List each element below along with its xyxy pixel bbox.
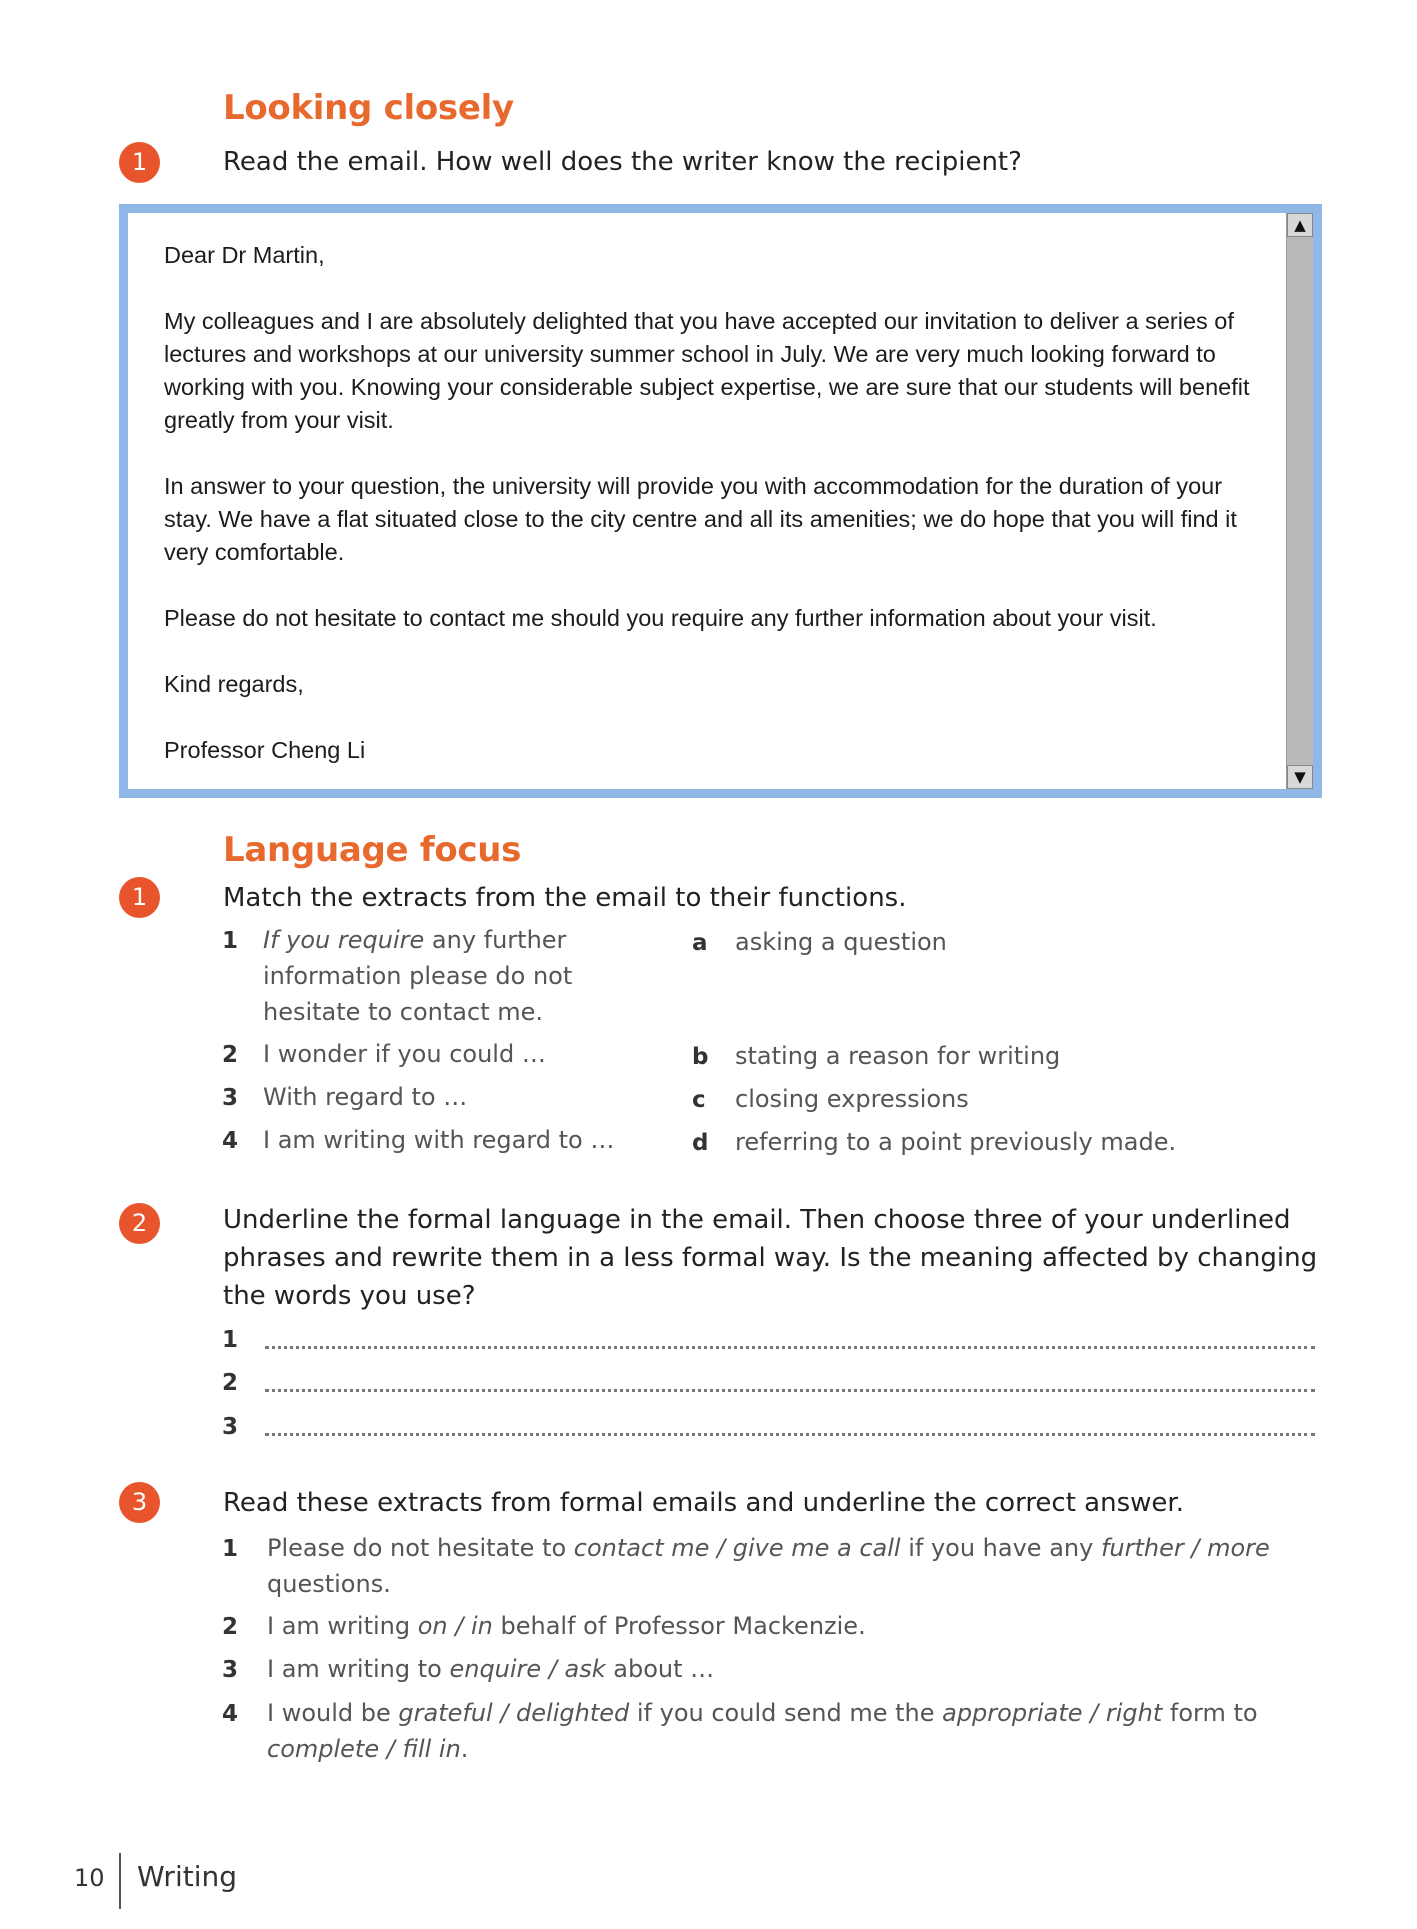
email-body	[164, 239, 1264, 767]
answer-line[interactable]	[265, 1345, 1315, 1349]
extract-text: If you require any further information please do not hesitate to contact me.	[263, 926, 573, 1026]
extract-number: 4	[222, 1128, 239, 1154]
email-paragraph: Please do not hesitate to contact me should you require any further information about your visit.	[164, 605, 1157, 631]
function-letter: a	[692, 930, 708, 956]
exercise-badge: 1	[119, 142, 160, 183]
extract-sentence: I would be grateful / delighted if you could send me the appropriate / right form to complete / fill in.	[267, 1699, 1258, 1763]
exercise-instruction: Underline the formal language in the email. Then choose three of your underlined phrases and rewrite them in a less formal way. Is the meaning affected by changing the words you use?	[223, 1205, 1318, 1311]
item-number: 1	[222, 1536, 239, 1562]
function-letter: c	[692, 1087, 706, 1113]
email-scrollbar[interactable]	[1286, 213, 1313, 789]
exercise-instruction: Read the email. How well does the writer know the recipient?	[223, 147, 1022, 177]
answer-line-number: 3	[222, 1414, 239, 1440]
exercise-instruction: Read these extracts from formal emails and underline the correct answer.	[223, 1488, 1184, 1518]
footer-section-title: Writing	[137, 1860, 237, 1893]
function-letter: b	[692, 1044, 709, 1070]
function-text: closing expressions	[735, 1085, 969, 1113]
function-letter: d	[692, 1130, 709, 1156]
scroll-down-arrow-icon[interactable]: ▼	[1287, 765, 1313, 789]
email-window	[119, 204, 1322, 798]
item-number: 2	[222, 1614, 239, 1640]
exercise-badge: 2	[119, 1203, 160, 1244]
extract-sentence: I am writing to enquire / ask about …	[267, 1655, 715, 1683]
extract-text: I am writing with regard to …	[263, 1126, 615, 1154]
email-paragraph: My colleagues and I are absolutely delighted that you have accepted our invitation to deliver a series of lectures and workshops at our university summer school in July. We are very much looking forward to working with you. Knowing your considerable subject expertise, we are sure that our students will benefit greatly from your visit.	[164, 308, 1250, 433]
extract-sentence: Please do not hesitate to contact me / give me a call if you have any further / more questions.	[267, 1534, 1270, 1598]
item-number: 4	[222, 1701, 239, 1727]
answer-line[interactable]	[265, 1432, 1315, 1436]
page-number: 10	[74, 1864, 105, 1892]
extract-text: With regard to …	[263, 1083, 468, 1111]
email-closing: Kind regards,	[164, 671, 304, 697]
function-text: referring to a point previously made.	[735, 1128, 1177, 1156]
section-heading-language-focus: Language focus	[223, 830, 522, 870]
answer-line-number: 1	[222, 1327, 239, 1353]
exercise-badge: 1	[119, 877, 160, 918]
item-number: 3	[222, 1657, 239, 1683]
scroll-up-arrow-icon[interactable]: ▲	[1287, 213, 1313, 237]
extract-sentence: I am writing on / in behalf of Professor Mackenzie.	[267, 1612, 866, 1640]
email-signature: Professor Cheng Li	[164, 737, 366, 763]
extract-number: 2	[222, 1042, 239, 1068]
exercise-badge: 3	[119, 1482, 160, 1523]
section-heading-looking-closely: Looking closely	[223, 88, 514, 128]
email-paragraph: In answer to your question, the university will provide you with accommodation for the duration of your stay. We have a flat situated close to the city centre and all its amenities; we do hope that you will find it very comfortable.	[164, 473, 1237, 565]
extract-text: I wonder if you could …	[263, 1040, 546, 1068]
email-salutation: Dear Dr Martin,	[164, 242, 325, 268]
exercise-instruction: Match the extracts from the email to their functions.	[223, 883, 907, 913]
footer-divider	[119, 1853, 121, 1909]
answer-line-number: 2	[222, 1370, 239, 1396]
answer-line[interactable]	[265, 1388, 1315, 1392]
function-text: stating a reason for writing	[735, 1042, 1061, 1070]
extract-number: 3	[222, 1085, 239, 1111]
extract-number: 1	[222, 928, 239, 954]
function-text: asking a question	[735, 928, 947, 956]
